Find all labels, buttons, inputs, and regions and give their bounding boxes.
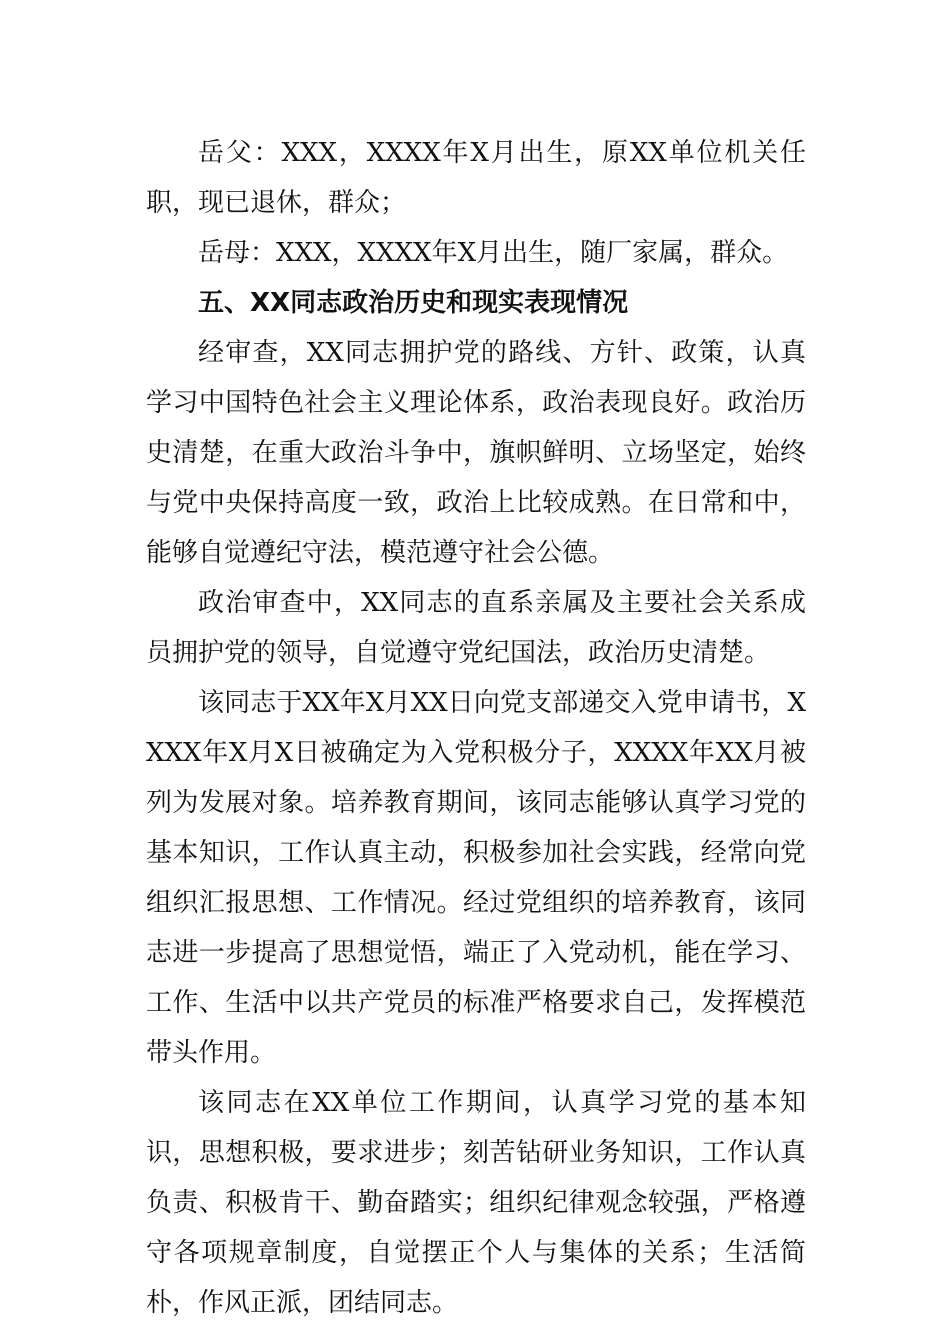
paragraph-mother-in-law: 岳母：XXX，XXXX年X月出生，随厂家属，群众。 <box>198 238 789 268</box>
section-heading: 五、XX同志政治历史和现实表现情况 <box>198 288 629 318</box>
paragraph-father-in-law: 岳父：XXX，XXXX年X月出生，原XX单位机关任职，现已退休，群众； <box>146 138 806 218</box>
paragraph-application-history: 该同志于XX年X月XX日向党支部递交入党申请书，XXXX年X月X日被确定为入党积极分子，XXXX年XX月被列为发展对象。培养教育期间，该同志能够认真学习党的基本知识，工作认真主动，积极参加社会实践，经常向党组织汇报思想、工作情况。经过党组织的培养教育，该同志进一步提高了思想觉悟，端正了入党动机，能在学习、工作、生活中以共产党员的标准严格要求自己，发挥模范带头作用。 <box>146 688 806 1068</box>
paragraph-political-review: 经审查，XX同志拥护党的路线、方针、政策，认真学习中国特色社会主义理论体系，政治表现良好。政治历史清楚，在重大政治斗争中，旗帜鲜明、立场坚定，始终与党中央保持高度一致，政治上比较成熟。在日常和中，能够自觉遵纪守法，模范遵守社会公德。 <box>146 338 806 568</box>
document-body <box>146 128 806 1328</box>
paragraph-family-review: 政治审查中，XX同志的直系亲属及主要社会关系成员拥护党的领导，自觉遵守党纪国法，政治历史清楚。 <box>146 588 806 668</box>
paragraph-work-performance: 该同志在XX单位工作期间，认真学习党的基本知识，思想积极，要求进步；刻苦钻研业务知识，工作认真负责、积极肯干、勤奋踏实；组织纪律观念较强，严格遵守各项规章制度，自觉摆正个人与集体的关系；生活简朴，作风正派，团结同志。 <box>146 1088 806 1318</box>
